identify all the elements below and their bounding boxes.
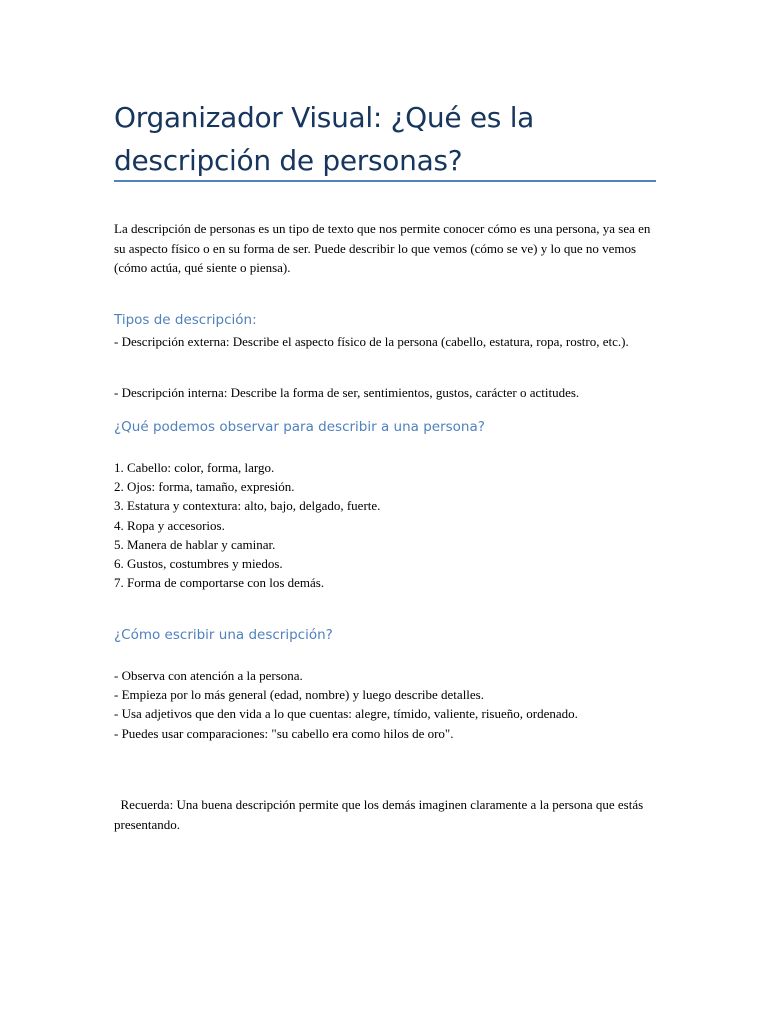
heading-tipos-descripcion: Tipos de descripción: — [114, 312, 257, 328]
intro-paragraph: La descripción de personas es un tipo de texto que nos permite conocer cómo es una persona, ya sea en su aspecto físico o en su forma de ser. Puede describir lo que vemos (cómo se ve) y lo que no vemos (cómo actúa, qué siente o piensa). — [114, 221, 651, 275]
list-item: - Usa adjetivos que den vida a lo que cuentas: alegre, tímido, valiente, risueño, ordenado. — [114, 706, 578, 722]
title-underline — [114, 180, 656, 182]
observe-list — [114, 458, 656, 592]
list-item: 1. Cabello: color, forma, largo. — [114, 460, 275, 475]
heading-como-escribir: ¿Cómo escribir una descripción? — [114, 627, 333, 643]
internal-description-paragraph: - Descripción interna: Describe la forma de ser, sentimientos, gustos, carácter o actitudes. — [114, 385, 580, 400]
reminder-paragraph: Recuerda: Una buena descripción permite que los demás imaginen claramente a la persona que estás presentando. — [114, 797, 647, 832]
page-title: Organizador Visual: ¿Qué es la descripción de personas? — [114, 101, 535, 177]
list-item: - Observa con atención a la persona. — [114, 668, 303, 683]
write-steps-list — [114, 666, 656, 743]
list-item: 6. Gustos, costumbres y miedos. — [114, 556, 283, 572]
external-description-paragraph: - Descripción externa: Describe el aspecto físico de la persona (cabello, estatura, ropa, rostro, etc.). — [114, 334, 629, 349]
heading-que-observar: ¿Qué podemos observar para describir a una persona? — [114, 419, 485, 435]
list-item: 2. Ojos: forma, tamaño, expresión. — [114, 479, 295, 495]
list-item: - Empieza por lo más general (edad, nombre) y luego describe detalles. — [114, 687, 484, 703]
list-item: 4. Ropa y accesorios. — [114, 517, 225, 533]
list-item: 7. Forma de comportarse con los demás. — [114, 575, 325, 591]
list-item: 5. Manera de hablar y caminar. — [114, 536, 276, 552]
list-item: 3. Estatura y contextura: alto, bajo, delgado, fuerte. — [114, 498, 381, 514]
list-item: - Puedes usar comparaciones: "su cabello era como hilos de oro". — [114, 725, 454, 741]
